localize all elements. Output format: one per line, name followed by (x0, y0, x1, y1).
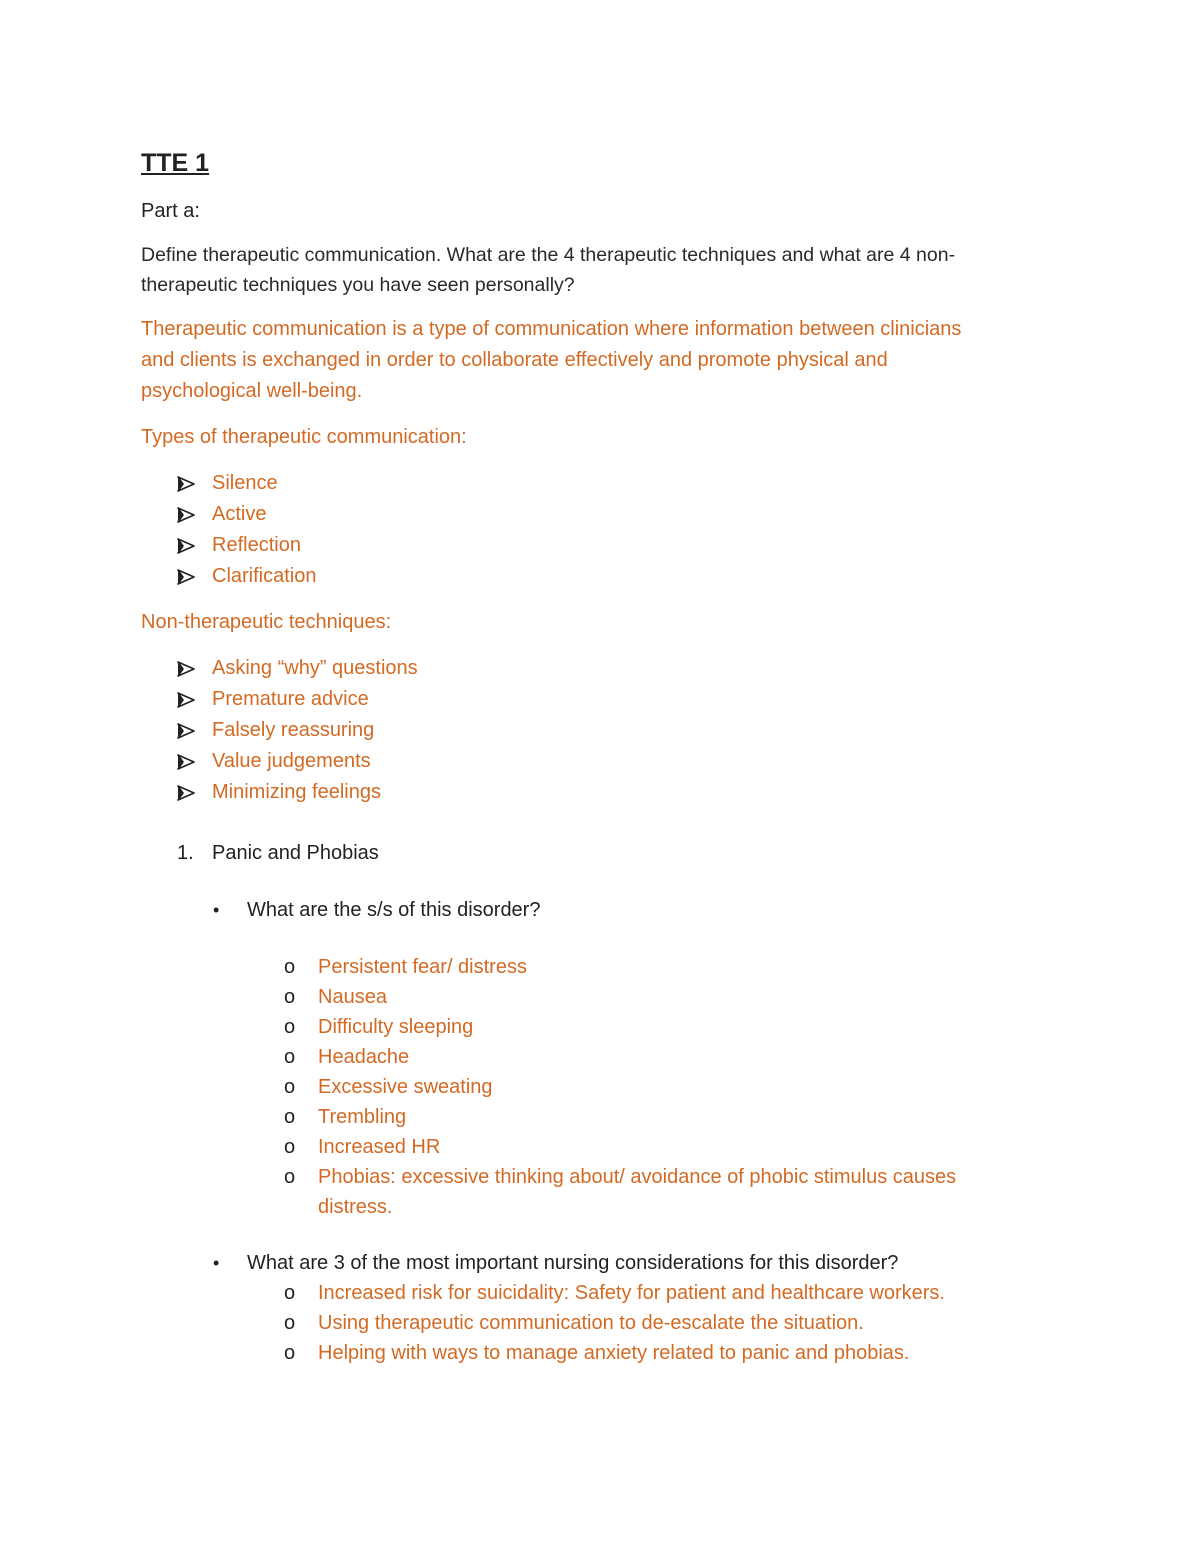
arrow-bullet-icon (177, 715, 199, 746)
circle-bullet-icon: o (284, 1106, 296, 1128)
circle-bullet-icon: o (284, 1342, 296, 1364)
list-item: o Helping with ways to manage anxiety related to panic and phobias. (141, 1338, 1061, 1368)
list-item: Active (141, 499, 1061, 530)
list-item: Clarification (141, 561, 1061, 592)
list-item: o Trembling (141, 1102, 1061, 1132)
nontherapeutic-list (141, 653, 1061, 808)
arrow-bullet-icon (177, 530, 199, 561)
list-item: o Difficulty sleeping (141, 1012, 1061, 1042)
section-1-heading (141, 838, 1061, 868)
circle-bullet-icon: o (284, 1166, 296, 1188)
types-heading: Types of therapeutic communication: (141, 426, 467, 448)
considerations-question: • What are 3 of the most important nursing considerations for this disorder? (141, 1248, 1061, 1278)
definition-line-2: and clients is exchanged in order to collaborate effectively and promote physical and (141, 349, 888, 371)
nontherapeutic-heading: Non-therapeutic techniques: (141, 611, 392, 633)
part-label: Part a: (141, 200, 200, 222)
circle-bullet-icon: o (284, 1312, 296, 1334)
list-item: Value judgements (141, 746, 1061, 777)
list-item: Reflection (141, 530, 1061, 561)
circle-bullet-icon: o (284, 1046, 296, 1068)
list-item: Asking “why” questions (141, 653, 1061, 684)
list-item: Premature advice (141, 684, 1061, 715)
definition-line-1: Therapeutic communication is a type of communication where information between clinicians (141, 318, 962, 340)
definition-answer (141, 314, 1061, 407)
symptoms-question: • What are the s/s of this disorder? (141, 895, 1061, 925)
list-item: o Excessive sweating (141, 1072, 1061, 1102)
section-title: Panic and Phobias (212, 842, 379, 864)
circle-bullet-icon: o (284, 1076, 296, 1098)
circle-bullet-icon: o (284, 1282, 296, 1304)
list-item: Minimizing feelings (141, 777, 1061, 808)
bullet-dot-icon: • (213, 900, 220, 920)
symptoms-list (141, 952, 1061, 1222)
circle-bullet-icon: o (284, 1136, 296, 1158)
list-item: Silence (141, 468, 1061, 499)
circle-bullet-icon: o (284, 986, 296, 1008)
question-text (141, 240, 1061, 300)
arrow-bullet-icon (177, 653, 199, 684)
list-item: o Phobias: excessive thinking about/ avoidance of phobic stimulus causes distress. (141, 1162, 1061, 1222)
document-title: TTE 1 (141, 149, 210, 177)
bullet-dot-icon: • (213, 1253, 220, 1273)
arrow-bullet-icon (177, 499, 199, 530)
list-item: o Using therapeutic communication to de-escalate the situation. (141, 1308, 1061, 1338)
types-list (141, 468, 1061, 592)
circle-bullet-icon: o (284, 1016, 296, 1038)
question-line-2: therapeutic techniques you have seen personally? (141, 274, 575, 296)
list-item: o Nausea (141, 982, 1061, 1012)
list-item: o Increased HR (141, 1132, 1061, 1162)
list-item: o Headache (141, 1042, 1061, 1072)
arrow-bullet-icon (177, 684, 199, 715)
list-item: Falsely reassuring (141, 715, 1061, 746)
section-number: 1. (177, 842, 194, 864)
arrow-bullet-icon (177, 777, 199, 808)
document-content (141, 146, 1061, 1368)
arrow-bullet-icon (177, 468, 199, 499)
arrow-bullet-icon (177, 561, 199, 592)
list-item: o Persistent fear/ distress (141, 952, 1061, 982)
definition-line-3: psychological well-being. (141, 380, 363, 402)
circle-bullet-icon: o (284, 956, 296, 978)
arrow-bullet-icon (177, 746, 199, 777)
list-item: o Increased risk for suicidality: Safety for patient and healthcare workers. (141, 1278, 1061, 1308)
question-line-1: Define therapeutic communication. What are the 4 therapeutic techniques and what are 4 non- (141, 244, 956, 266)
considerations-list (141, 1278, 1061, 1368)
